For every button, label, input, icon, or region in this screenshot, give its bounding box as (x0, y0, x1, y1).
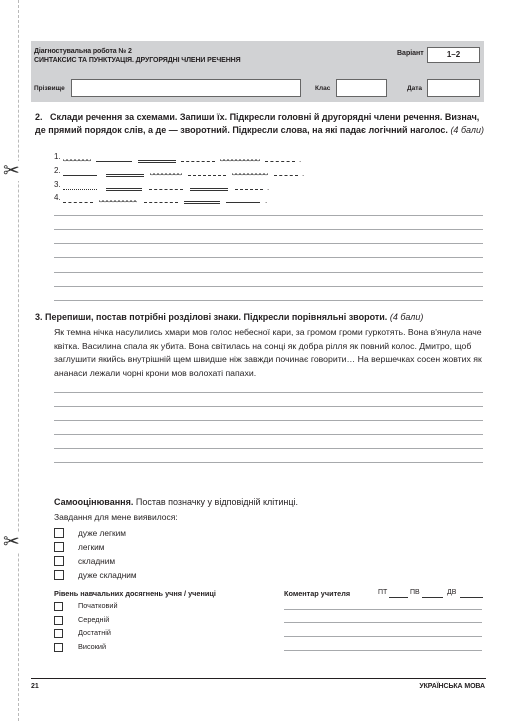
scheme-row-2: 2. . (54, 166, 305, 178)
self-assessment-subtitle: Завдання для мене виявилося: (54, 512, 178, 522)
level-option[interactable]: Початковий (54, 601, 118, 612)
checkbox[interactable] (54, 602, 63, 611)
surname-field[interactable] (71, 79, 301, 97)
difficulty-option[interactable]: складним (54, 555, 115, 567)
answer-line[interactable] (54, 257, 483, 258)
worksheet-header (31, 41, 484, 102)
checkbox[interactable] (54, 616, 63, 625)
answer-line[interactable] (54, 434, 483, 435)
worksheet-title: Діагностувальна робота № 2 СИНТАКСИС ТА ПУНКТУАЦІЯ. ДРУГОРЯДНІ ЧЛЕНИ РЕЧЕННЯ (34, 48, 241, 64)
answer-line[interactable] (54, 420, 483, 421)
scissors-icon: ✂ (3, 531, 20, 553)
checkbox[interactable] (54, 643, 63, 652)
pv-label: ПВ (410, 589, 420, 596)
level-option[interactable]: Високий (54, 642, 106, 653)
scheme-row-4: 4. . (54, 193, 268, 205)
answer-line[interactable] (54, 272, 483, 273)
surname-label: Прізвище (34, 85, 65, 92)
page-number: 21 (31, 683, 39, 690)
pt-field[interactable] (389, 597, 408, 598)
difficulty-option[interactable]: дуже легким (54, 527, 126, 539)
checkbox[interactable] (54, 570, 64, 580)
comment-line[interactable] (284, 609, 482, 610)
answer-line[interactable] (54, 215, 483, 216)
dv-label: ДВ (447, 589, 457, 596)
class-label: Клас (315, 85, 331, 92)
pt-label: ПТ (378, 589, 388, 596)
checkbox[interactable] (54, 542, 64, 552)
task-3-instruction: 3. Перепиши, постав потрібні розділові знаки. Підкресли порівняльні звороти. (4 бали) (35, 312, 424, 322)
scissors-icon: ✂ (3, 160, 20, 182)
footer-rule (31, 678, 486, 679)
comment-line[interactable] (284, 622, 482, 623)
answer-line[interactable] (54, 300, 483, 301)
task-3-text: Як темна нічка насулились хмари мов голос небесної кари, за громом громи гуркотять. Вона в'янула наче квітка. Василина спала як убита. Вона світилась на сонці як добра рілля як повний колос. Дмитро, щоб заглушити якийсь внутрішній щем швидше ніж завжди починає говорити… На вершечках сосен жовтих як ананаси лежали чорні крони мов волохаті папахи. (54, 327, 482, 378)
answer-line[interactable] (54, 448, 483, 449)
answer-line[interactable] (54, 462, 483, 463)
dv-field[interactable] (460, 597, 483, 598)
answer-line[interactable] (54, 243, 483, 244)
class-field[interactable] (336, 79, 387, 97)
pv-field[interactable] (422, 597, 443, 598)
comment-line[interactable] (284, 650, 482, 651)
answer-line[interactable] (54, 406, 483, 407)
variant-label: Варіант (397, 50, 424, 57)
scheme-row-1: 1. . (54, 152, 302, 164)
self-assessment-title: Самооцінювання. Постав позначку у відповідній клітинці. (54, 497, 299, 507)
checkbox[interactable] (54, 528, 64, 538)
difficulty-option[interactable]: легким (54, 541, 104, 553)
checkbox[interactable] (54, 629, 63, 638)
task-2-instruction: 2. Склади речення за схемами. Запиши їх. Підкресли головні й другорядні члени речення. Визнач, де прямий порядок слів, а де — зворотний. Підкресли слова, на які падає логічний наголос. (4 бали) (35, 112, 484, 135)
level-option[interactable]: Середній (54, 615, 109, 626)
answer-line[interactable] (54, 286, 483, 287)
variant-field[interactable]: 1–2 (427, 47, 480, 63)
checkbox[interactable] (54, 556, 64, 566)
answer-line[interactable] (54, 392, 483, 393)
answer-line[interactable] (54, 229, 483, 230)
scheme-row-3: 3. . (54, 180, 270, 192)
level-option[interactable]: Достатній (54, 628, 111, 639)
comment-line[interactable] (284, 636, 482, 637)
teacher-comment-label: Коментар учителя (284, 589, 351, 598)
subject-name: УКРАЇНСЬКА МОВА (419, 683, 485, 690)
difficulty-option[interactable]: дуже складним (54, 569, 137, 581)
cut-line (18, 0, 19, 721)
date-field[interactable] (427, 79, 480, 97)
date-label: Дата (407, 85, 423, 92)
achievement-level-title: Рівень навчальних досягнень учня / учениці (54, 589, 216, 598)
